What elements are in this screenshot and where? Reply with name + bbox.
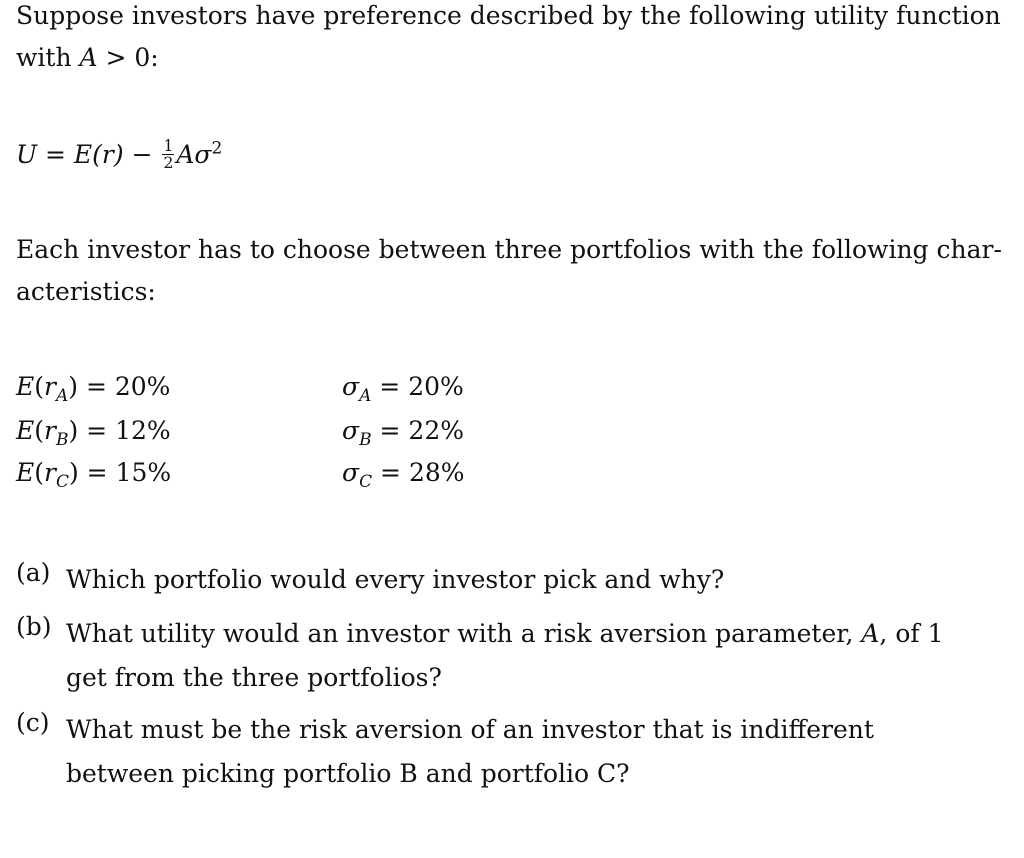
intro-paragraph [16,0,1001,79]
question-c-label: (c) [16,708,50,737]
sigma-value-C: 28% [408,458,465,487]
question-b-suffix: , of 1 get from the three portfolios? [66,619,944,692]
fraction-denominator: 2 [163,154,174,172]
intro-line-2-prefix: with [16,43,80,72]
utility-fraction [162,138,174,172]
expected-return-B: $E(r_B) = 12\%$ [16,416,171,450]
question-b-prefix: What utility would an investor with a risk aversion parameter, [66,619,862,648]
utility-sigma: σ [194,140,212,169]
question-b [16,612,946,700]
sigma-value-B: 22% [408,416,464,445]
utility-minus: − [123,140,161,169]
intro-line-2 [16,37,1001,79]
sigma-B: $\sigma_B = 22\%$ [342,416,464,450]
question-b-variable: A [861,619,880,648]
utility-A: A [176,140,195,169]
expected-value-B: 12% [115,416,171,445]
sigma-subscript-B: B [359,429,372,450]
expected-value-A: 20% [114,372,171,401]
utility-exponent: 2 [211,138,223,159]
portfolios-intro-line-2: acteristics: [16,277,156,306]
expected-return-A: $E(r_A) = 20\%$ [16,372,171,406]
question-a-text: Which portfolio would every investor pick and why? [66,565,725,594]
portfolios-intro [16,229,1002,313]
sigma-subscript-C: C [359,471,373,492]
question-c [16,708,946,796]
sigma-A: $\sigma_A = 20\%$ [342,372,464,406]
subscript-A: A [55,385,69,406]
utility-lhs: U [16,140,38,169]
utility-equals: = [37,140,74,169]
intro-variable-A: A [79,43,98,72]
question-b-text [66,612,946,700]
question-c-text: What must be the risk aversion of an investor that is indifferent between picking portfolio B and portfolio C? [66,715,874,788]
question-a [16,558,946,602]
expected-value-C: 15% [115,458,172,487]
intro-line-2-suffix: > 0: [97,43,159,72]
sigma-subscript-A: A [359,385,372,406]
subscript-C: C [55,471,69,492]
intro-line-1: Suppose investors have preference described by the following utility function [16,1,1001,30]
utility-formula [16,134,222,176]
question-b-label: (b) [16,612,52,641]
expected-return-C: $E(r_C) = 15\%$ [16,458,172,492]
question-a-label: (a) [16,558,51,587]
utility-expected-return: E(r) [73,140,124,169]
portfolios-intro-line-1: Each investor has to choose between three portfolios with the following char- [16,235,1002,264]
sigma-C: $\sigma_C = 28\%$ [342,458,465,492]
fraction-numerator: 1 [163,136,174,155]
sigma-value-A: 20% [408,372,464,401]
subscript-B: B [55,429,69,450]
